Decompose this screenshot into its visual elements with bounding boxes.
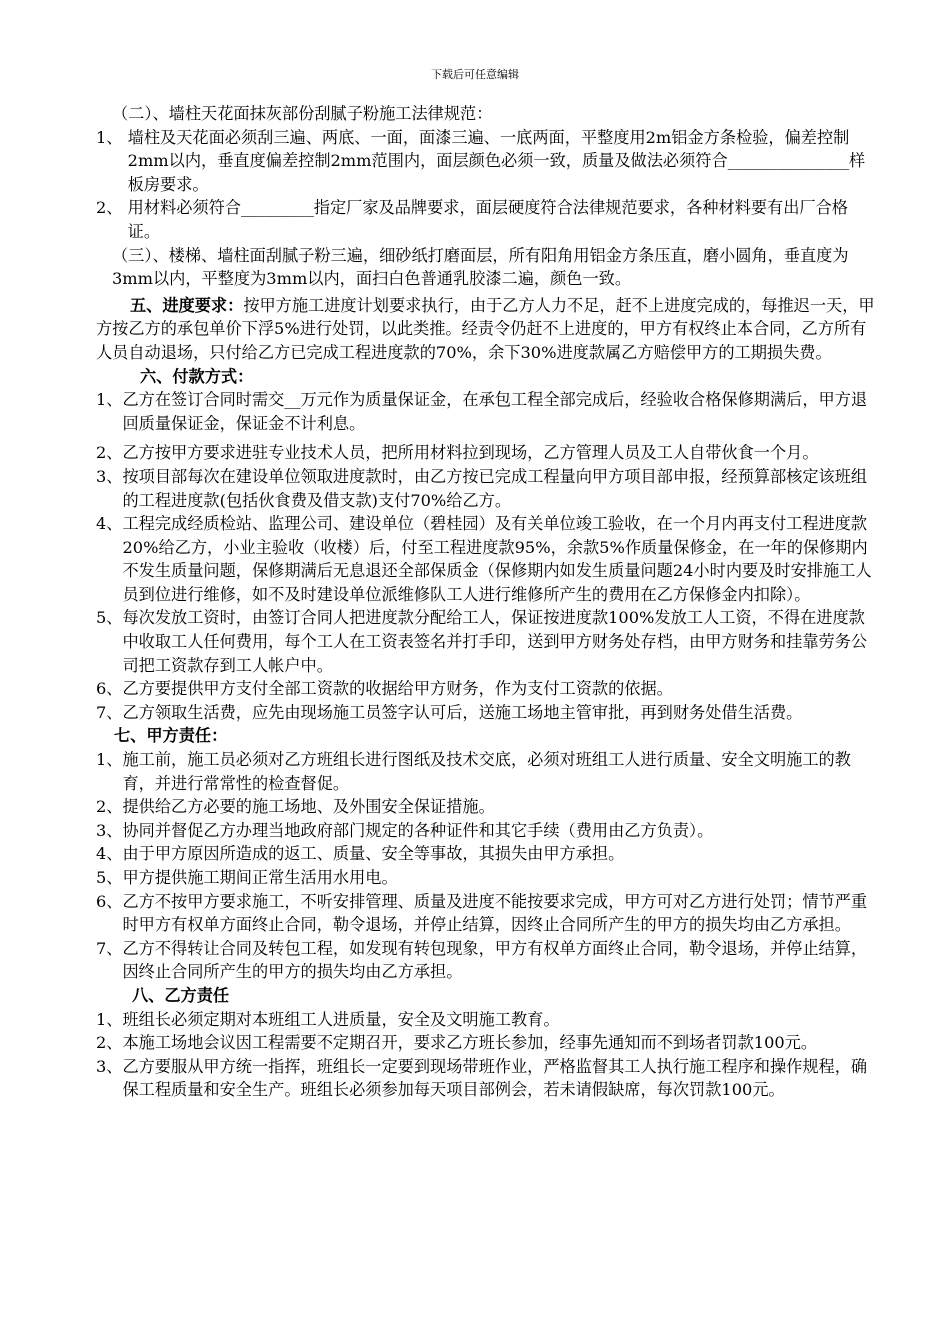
section-7-item (96, 866, 876, 890)
section-7-item (96, 748, 876, 795)
item-text: 班组长必须定期对本班组工人进质量，安全及文明施工教育。 (122, 1009, 560, 1029)
item-number: 1、 (96, 390, 123, 410)
item-number: 2、 (96, 797, 123, 817)
item-text: 乙方领取生活费，应先由现场施工员签字认可后，送施工场地主管审批，再到财务处借生活费。 (122, 702, 803, 722)
item-text: 施工前，施工员必须对乙方班组长进行图纸及技术交底，必须对班组工人进行质量、安全文明施工的教育，并进行常常性的检查督促。 (122, 750, 851, 793)
section-8-item (96, 1031, 876, 1055)
item-number: 6、 (96, 679, 123, 699)
section-5-title: 五、进度要求： (130, 295, 244, 315)
item-number: 1、 (96, 750, 123, 770)
section-5-paragraph (96, 294, 876, 365)
section-6-item (96, 512, 876, 606)
item-number: 2、 (96, 443, 123, 463)
section-7-item (96, 890, 876, 937)
section-6-item (96, 701, 876, 725)
section-7-item (96, 842, 876, 866)
item-text: 按项目部每次在建设单位领取进度款时，由乙方按已完成工程量向甲方项目部申报，经预算部核定该班组的工程进度款(包括伙食费及借支款)支付70%给乙方。 (122, 466, 868, 510)
item-text: 本施工场地会议因工程需要不定期召开，要求乙方班长参加，经事先通知而不到场者罚款100元。 (122, 1033, 818, 1053)
section-2-item (96, 126, 876, 197)
item-text: 每次发放工资时，由签订合同人把进度款分配给工人，保证按进度款100%发放工人工资，不得在进度款中收取工人任何费用，每个工人在工资表签名并打手印，送到甲方财务处存档，由甲方财务和挂靠劳务公司把工资款存到工人帐户中。 (122, 608, 868, 675)
section-5-text: 按甲方施工进度计划要求执行，由于乙方人力不足，赶不上进度完成的，每推迟一天，甲方按乙方的承包单价下浮5%进行处罚，以此类推。经责令仍赶不上进度的，甲方有权终止本合同，乙方所有人员自动退场，只付给乙方已完成工程进度款的70%，余下30%进度款属乙方赔偿甲方的工期损失费。 (96, 295, 875, 362)
item-text: 乙方要提供甲方支付全部工资款的收据给甲方财务，作为支付工资款的依据。 (122, 679, 673, 699)
section-2-title: （二）、墙柱天花面抹灰部份刮腻子粉施工法律规范： (112, 104, 493, 123)
section-7-item (96, 795, 876, 819)
section-6-title: 六、付款方式： (140, 366, 254, 386)
item-text: 甲方提供施工期间正常生活用水用电。 (122, 868, 398, 887)
item-number: 7、 (96, 938, 123, 958)
item-number: 5、 (96, 608, 123, 628)
item-number: 5、 (96, 868, 123, 887)
item-text: 工程完成经质检站、监理公司、建设单位（碧桂园）及有关单位竣工验收，在一个月内再支付工程进度款20%给乙方，小业主验收（收楼）后，付至工程进度款95%，余款5%作质量保修金，在一年的保修期内不发生质量问题，保修期满后无息退还全部保质金（保修期内如发生质量问题24小时内要及时安排施工人员到位进行维修，如不及时建设单位派维修队工人进行维修所产生的费用在乙方保修金内扣除）。 (122, 514, 872, 604)
item-number: 3、 (96, 1056, 123, 1076)
item-text: 乙方要服从甲方统一指挥，班组长一定要到现场带班作业，严格监督其工人执行施工程序和操作规程，确保工程质量和安全生产。班组长必须参加每天项目部例会，若未请假缺席，每次罚款100元。 (122, 1056, 868, 1100)
item-number: 1、 (96, 1009, 123, 1029)
section-8-item (96, 1055, 876, 1102)
item-text: 乙方在签订合同时需交__万元作为质量保证金，在承包工程全部完成后，经验收合格保修期满后，甲方退回质量保证金，保证金不计利息。 (122, 390, 868, 433)
item-text: 提供给乙方必要的施工场地、及外围安全保证措施。 (122, 797, 495, 817)
section-6-item (96, 465, 876, 512)
item-number: 3、 (96, 466, 123, 486)
item-number: 2、 (96, 198, 128, 218)
item-number: 4、 (96, 514, 123, 534)
section-8-item (96, 1008, 876, 1032)
section-2-item (96, 196, 876, 243)
item-number: 1、 (96, 127, 128, 147)
item-text: 用材料必须符合_________指定厂家及品牌要求，面层硬度符合法律规范要求，各种材料要有出厂合格证。 (127, 198, 848, 241)
item-number: 4、 (96, 844, 123, 864)
section-7-title: 七、甲方责任： (114, 726, 228, 746)
section-6-item (96, 677, 876, 701)
page-header-note: 下载后可任意编辑 (431, 68, 519, 81)
item-text: 由于甲方原因所造成的返工、质量、安全等事故，其损失由甲方承担。 (122, 844, 625, 864)
section-6-item (96, 441, 876, 465)
item-text: 乙方按甲方要求进驻专业技术人员，把所用材料拉到现场，乙方管理人员及工人自带伙食一个月。 (122, 443, 819, 463)
item-number: 3、 (96, 820, 123, 840)
section-6-item (96, 388, 876, 435)
document-body (96, 102, 876, 1102)
section-8-title: 八、乙方责任 (132, 985, 230, 1005)
section-6-item (96, 606, 876, 677)
item-text: 协同并督促乙方办理当地政府部门规定的各种证件和其它手续（费用由乙方负责）。 (122, 820, 714, 840)
item-text: 乙方不按甲方要求施工，不听安排管理、质量及进度不能按要求完成，甲方可对乙方进行处罚；情节严重时甲方有权单方面终止合同，勒令退场，并停止结算，因终止合同所产生的甲方的损失均由乙方承担。 (122, 891, 868, 935)
item-number: 2、 (96, 1033, 123, 1053)
section-7-item (96, 819, 876, 843)
section-3-text: （三）、楼梯、墙柱面刮腻子粉三遍，细砂纸打磨面层，所有阳角用铝金方条压直，磨小圆角，垂直度为3mm以内，平整度为3mm以内，面扫白色普通乳胶漆二遍，颜色一致。 (112, 245, 849, 289)
item-text: 乙方不得转让合同及转包工程，如发现有转包现象，甲方有权单方面终止合同，勒令退场，并停止结算，因终止合同所产生的甲方的损失均由乙方承担。 (122, 938, 868, 982)
section-7-item (96, 937, 876, 984)
item-number: 6、 (96, 891, 123, 911)
item-text: 墙柱及天花面必须刮三遍、两底、一面，面漆三遍、一底两面，平整度用2m铝金方条检验，偏差控制2mm以内，垂直度偏差控制2mm范围内，面层颜色必须一致，质量及做法必须符合_______________样板房要求。 (127, 127, 866, 194)
item-number: 7、 (96, 702, 123, 722)
